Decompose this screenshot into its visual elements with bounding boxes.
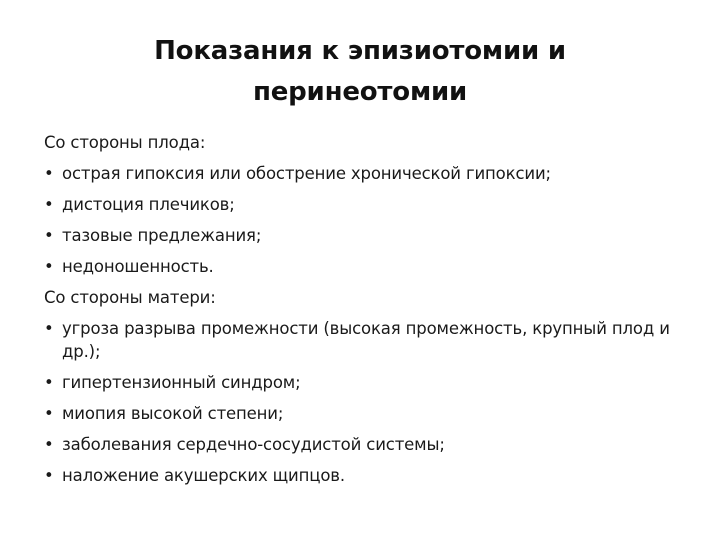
list-item [44, 433, 684, 456]
list-item [44, 162, 684, 185]
list-item-text: угроза разрыва промежности (высокая промежность, крупный плод и др.); [62, 319, 670, 361]
list-item [44, 371, 684, 394]
list-item [44, 317, 684, 363]
section-label-mother: Со стороны матери: [44, 288, 216, 307]
bullet-icon: • [44, 195, 54, 214]
bullet-icon: • [44, 257, 54, 276]
bullet-icon: • [44, 319, 54, 338]
slide-title [40, 31, 680, 113]
list-item [44, 255, 684, 278]
list-item [44, 193, 684, 216]
list-item-text: дистоция плечиков; [62, 195, 235, 214]
slide-title-line-2: перинеотомии [252, 77, 468, 107]
bullet-icon: • [44, 373, 54, 392]
list-item-text: заболевания сердечно-сосудистой системы; [62, 435, 445, 454]
slide-title-line-1: Показания к эпизиотомии и [154, 36, 566, 66]
list-item [44, 464, 684, 487]
list-item-text: наложение акушерских щипцов. [62, 466, 345, 485]
list-item [44, 224, 684, 247]
fetus-indications-list [44, 162, 684, 278]
bullet-icon: • [44, 404, 54, 423]
section-label-fetus: Со стороны плода: [44, 133, 206, 152]
list-item-text: недоношенность. [62, 257, 214, 276]
list-item-text: тазовые предлежания; [62, 226, 262, 245]
list-item-text: миопия высокой степени; [62, 404, 284, 423]
list-item-text: острая гипоксия или обострение хронической гипоксии; [62, 164, 551, 183]
bullet-icon: • [44, 226, 54, 245]
list-item [44, 402, 684, 425]
bullet-icon: • [44, 435, 54, 454]
mother-indications-list [44, 317, 684, 487]
bullet-icon: • [44, 466, 54, 485]
list-item-text: гипертензионный синдром; [62, 373, 301, 392]
bullet-icon: • [44, 164, 54, 183]
slide-content [44, 131, 684, 495]
